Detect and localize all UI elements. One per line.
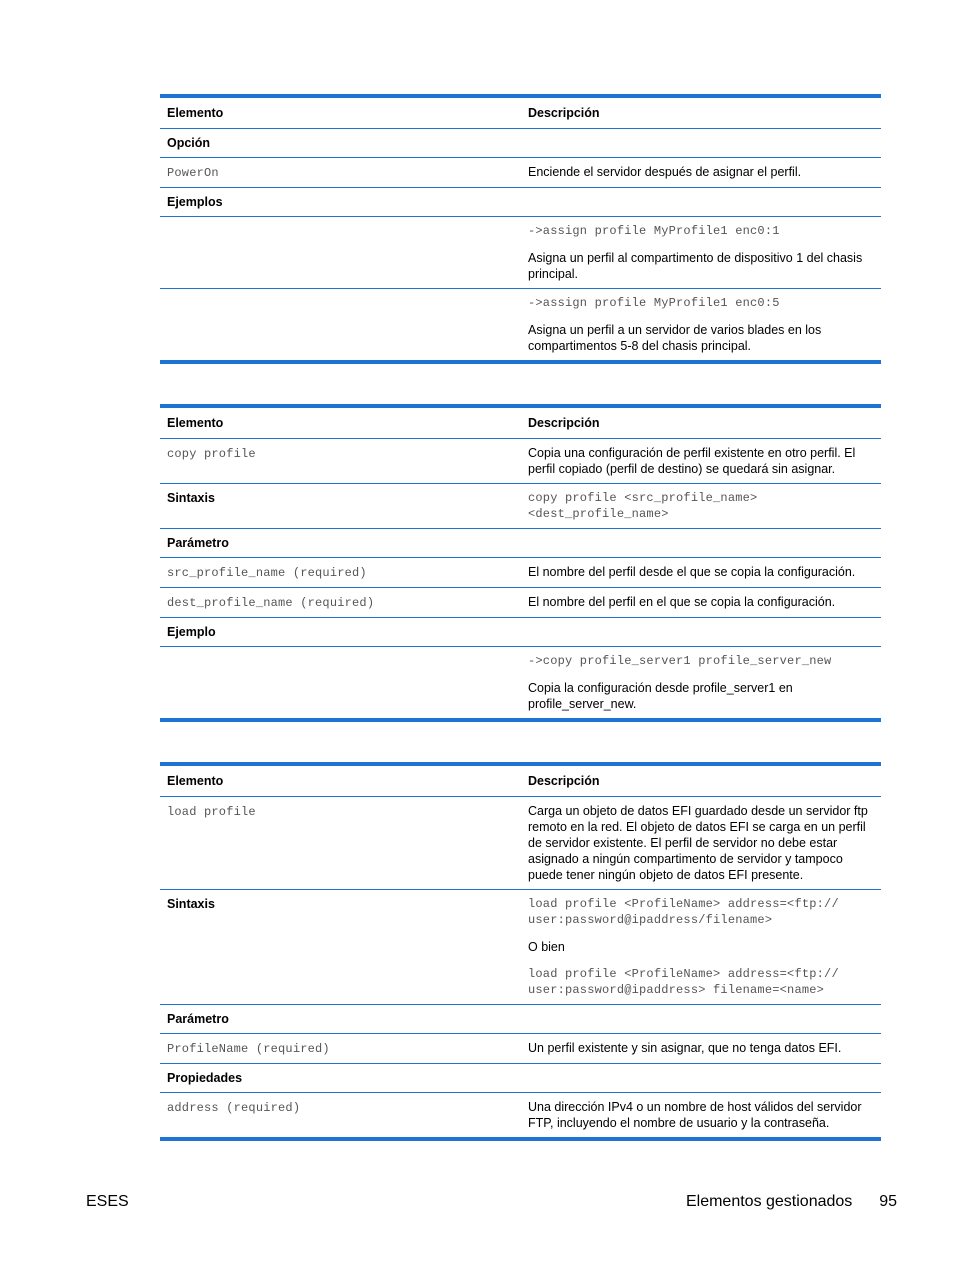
- page-number: 95: [879, 1193, 897, 1210]
- table-row: [160, 890, 881, 1005]
- header-elemento: Elemento: [160, 764, 521, 797]
- section-parametro: Parámetro: [160, 529, 521, 558]
- syntax-line: copy profile <src_profile_name>: [528, 491, 758, 505]
- table-row: [160, 158, 881, 188]
- parameter-name: dest_profile_name (required): [167, 596, 375, 610]
- parameter-name: src_profile_name (required): [167, 566, 367, 580]
- header-elemento: Elemento: [160, 96, 521, 129]
- example-command: ->assign profile MyProfile1 enc0:5: [528, 296, 780, 310]
- table-row: [160, 1034, 881, 1064]
- header-descripcion: Descripción: [521, 406, 881, 439]
- section-sintaxis: Sintaxis: [160, 484, 521, 529]
- table-row: [160, 439, 881, 484]
- table-row: [160, 188, 881, 217]
- table-row: [160, 797, 881, 890]
- parameter-description: El nombre del perfil desde el que se copia la configuración.: [521, 558, 881, 588]
- syntax-line: <dest_profile_name>: [528, 507, 669, 521]
- footer-right: [686, 1192, 897, 1212]
- example-description: Asigna un perfil al compartimento de dispositivo 1 del chasis principal.: [528, 251, 863, 281]
- section-sintaxis: Sintaxis: [160, 890, 521, 1005]
- syntax-line: user:password@ipaddress> filename=<name>: [528, 983, 825, 997]
- table-row: [160, 129, 881, 158]
- header-elemento: Elemento: [160, 406, 521, 439]
- section-parametro: Parámetro: [160, 1005, 521, 1034]
- table-header-row: [160, 764, 881, 797]
- section-propiedades: Propiedades: [160, 1064, 521, 1093]
- or-text: O bien: [528, 940, 565, 954]
- table-row: [160, 647, 881, 721]
- example-description: Asigna un perfil a un servidor de varios blades en los compartimentos 5-8 del chasis principal.: [528, 323, 822, 353]
- property-name: address (required): [167, 1101, 301, 1115]
- table-row: [160, 217, 881, 289]
- load-profile-table: [160, 762, 881, 1141]
- table-row: [160, 1093, 881, 1140]
- section-opcion: Opción: [167, 136, 211, 150]
- syntax-line: user:password@ipaddress/filename>: [528, 913, 773, 927]
- command-name: load profile: [167, 805, 256, 819]
- section-ejemplo: Ejemplo: [160, 618, 521, 647]
- parameter-description: El nombre del perfil en el que se copia la configuración.: [521, 588, 881, 618]
- table-header-row: [160, 96, 881, 129]
- table-row: [160, 484, 881, 529]
- table-row: [160, 1005, 881, 1034]
- table-row: [160, 558, 881, 588]
- command-name: copy profile: [167, 447, 256, 461]
- property-description: Una dirección IPv4 o un nombre de host válidos del servidor FTP, incluyendo el nombre de usuario y la contraseña.: [521, 1093, 881, 1140]
- assign-profile-table: [160, 94, 881, 364]
- table-row: [160, 1064, 881, 1093]
- example-command: ->assign profile MyProfile1 enc0:1: [528, 224, 780, 238]
- copy-profile-table: [160, 404, 881, 722]
- table-row: [160, 529, 881, 558]
- footer-left-label: ESES: [86, 1193, 129, 1210]
- header-descripcion: Descripción: [521, 764, 881, 797]
- table-row: [160, 618, 881, 647]
- header-descripcion: Descripción: [521, 96, 881, 129]
- syntax-line: load profile <ProfileName> address=<ftp://: [528, 967, 839, 981]
- option-name: PowerOn: [167, 166, 219, 180]
- footer-section-title: Elementos gestionados: [685, 1193, 853, 1210]
- syntax-line: load profile <ProfileName> address=<ftp://: [528, 897, 839, 911]
- section-ejemplos: Ejemplos: [160, 188, 521, 217]
- table-row: [160, 588, 881, 618]
- parameter-name: ProfileName (required): [167, 1042, 330, 1056]
- command-description: Carga un objeto de datos EFI guardado desde un servidor ftp remoto en la red. El objeto de datos EFI se carga en un perfil de servidor existente. El perfil de servidor no debe estar asignado a ningún compartimento de servidor y tampoco puede tener ningún objeto de datos EFI presente.: [528, 804, 868, 882]
- option-description: Enciende el servidor después de asignar el perfil.: [521, 158, 881, 188]
- command-description: Copia una configuración de perfil existente en otro perfil. El perfil copiado (perfil de destino) se quedará sin asignar.: [528, 446, 856, 476]
- table-header-row: [160, 406, 881, 439]
- parameter-description: Un perfil existente y sin asignar, que no tenga datos EFI.: [521, 1034, 881, 1064]
- table-row: [160, 289, 881, 363]
- example-command: ->copy profile_server1 profile_server_new: [528, 654, 832, 668]
- example-description: Copia la configuración desde profile_server1 en profile_server_new.: [528, 681, 793, 711]
